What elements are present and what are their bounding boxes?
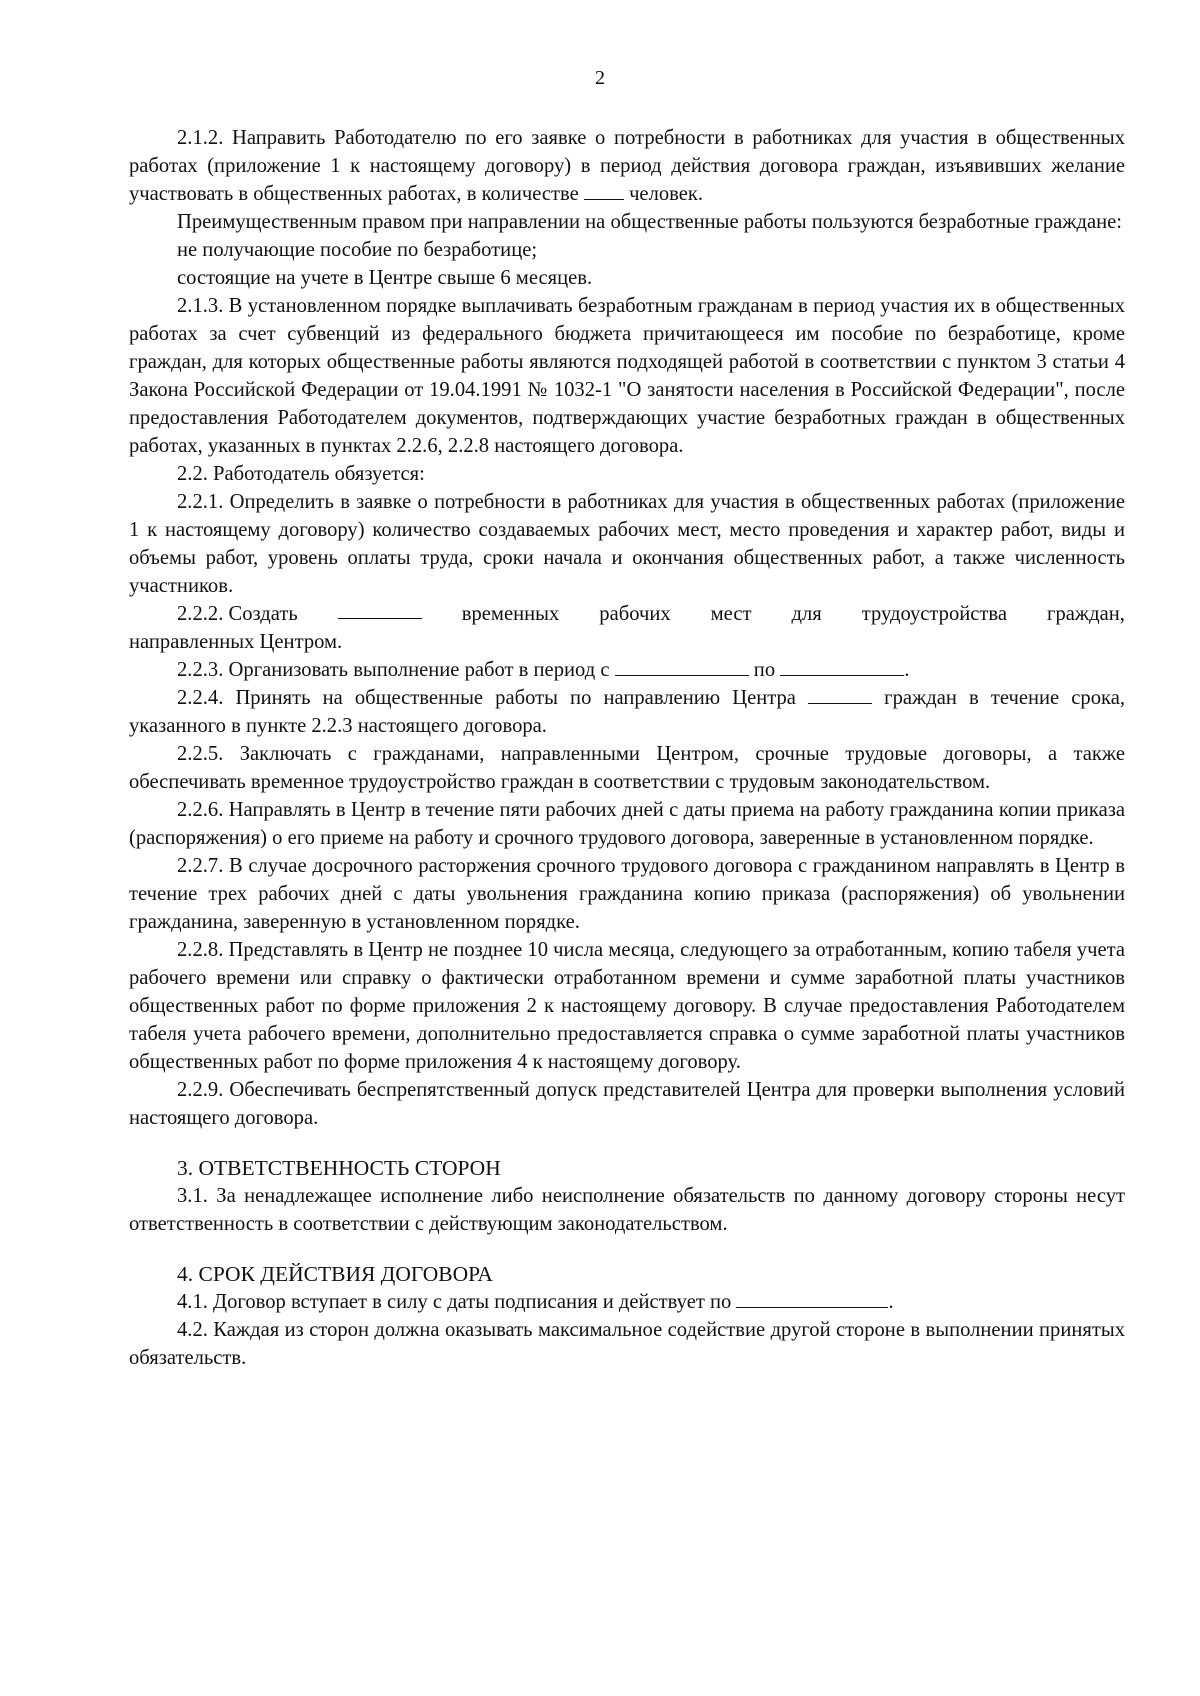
clause-2-2-3 — [129, 656, 1125, 684]
clause-2-2-9: 2.2.9. Обеспечивать беспрепятственный допуск представителей Центра для проверки выполнения условий настоящего договора. — [129, 1079, 1125, 1129]
clause-4-1-text: 4.1. Договор вступает в силу с даты подписания и действует по — [177, 1291, 732, 1313]
blank-count-field — [584, 181, 624, 200]
section-4-heading: 4. СРОК ДЕЙСТВИЯ ДОГОВОРА — [177, 1262, 493, 1286]
clause-2-2-6: 2.2.6. Направлять в Центр в течение пяти рабочих дней с даты приема на работу гражданина копии приказа (распоряжения) о его приеме на работу и срочного трудового договора, заверенные в установленном порядке. — [129, 799, 1125, 849]
preference-paragraph: Преимущественным правом при направлении на общественные работы пользуются безработные граждане: — [177, 211, 1122, 233]
clause-2-2-4-end: граждан в течение срока, указанного в пункте 2.2.3 настоящего договора. — [129, 687, 1125, 737]
blank-validity-date-field — [736, 1289, 888, 1308]
section-3-heading: 3. ОТВЕТСТВЕННОСТЬ СТОРОН — [177, 1156, 501, 1180]
clause-2-2-2-line — [129, 600, 1125, 628]
clause-4-1-period: . — [888, 1291, 894, 1313]
word-citizens: граждан, — [1047, 603, 1125, 625]
clause-2-2-4-text: 2.2.4. Принять на общественные работы по направлению Центра — [177, 687, 796, 709]
word-working: рабочих — [599, 603, 671, 625]
clause-2-2-3-to: по — [753, 659, 776, 681]
clause-4-2: 4.2. Каждая из сторон должна оказывать максимальное содействие другой стороне в выполнении принятых обязательств. — [129, 1319, 1125, 1369]
word-temporary: временных — [461, 603, 560, 625]
page-number: 2 — [595, 67, 605, 89]
clause-2-2-1: 2.2.1. Определить в заявке о потребности в работниках для участия в общественных работах (приложение 1 к настоящему договору) количество создаваемых рабочих мест, место проведения и характер работ, виды и объемы работ, уровень оплаты труда, сроки начала и окончания общественных работ, а также численность участников. — [129, 491, 1125, 597]
clause-2-1-2 — [129, 124, 1125, 208]
clause-4-1 — [129, 1288, 1125, 1316]
clause-2-2-2-continuation: направленных Центром. — [129, 631, 343, 653]
blank-end-date-field — [780, 657, 904, 676]
clause-2-2-3-text: 2.2.3. Организовать выполнение работ в период с — [177, 659, 610, 681]
clause-2-2-3-period: . — [904, 659, 910, 681]
preference-item-1: не получающие пособие по безработице; — [177, 239, 538, 261]
word-employment: трудоустройства — [861, 603, 1008, 625]
blank-start-date-field — [615, 657, 749, 676]
word-places: мест — [710, 603, 752, 625]
document-body — [129, 124, 1125, 1372]
clause-2-2-7: 2.2.7. В случае досрочного расторжения срочного трудового договора с гражданином направлять в Центр в течение трех рабочих дней с даты увольнения гражданина копию приказа (распоряжения) об увольнении гражданина, заверенную в установленном порядке. — [129, 855, 1125, 933]
clause-2-1-3: 2.1.3. В установленном порядке выплачивать безработным гражданам в период участия их в общественных работах за счет субвенций из федерального бюджета причитающееся им пособие по безработице, кроме граждан, для которых общественные работы являются подходящей работой в соответствии с пунктом 3 статьи 4 Закона Российской Федерации от 19.04.1991 № 1032-1 "О занятости населения в Российской Федерации", после предоставления Работодателем документов, подтверждающих участие безработных граждан в общественных работах, указанных в пунктах 2.2.6, 2.2.8 настоящего договора. — [129, 295, 1125, 457]
clause-2-1-2-text: 2.1.2. Направить Работодателю по его заявке о потребности в работниках для участия в общественных работах (приложение 1 к настоящему договору) в период действия договора граждан, изъявивших желание участвовать в общественных работах, в количестве — [129, 127, 1125, 205]
clause-2-2-8: 2.2.8. Представлять в Центр не позднее 10 числа месяца, следующего за отработанным, копию табеля учета рабочего времени или справку о фактически отработанном времени и сумме заработной платы участников общественных работ по форме приложения 2 к настоящему договору. В случае предоставления Работодателем табеля учета рабочего времени, дополнительно предоставляется справка о сумме заработной платы участников общественных работ по форме приложения 4 к настоящему договору. — [129, 939, 1125, 1073]
clause-3-1: 3.1. За ненадлежащее исполнение либо неисполнение обязательств по данному договору стороны несут ответственность в соответствии с действующим законодательством. — [129, 1185, 1125, 1235]
word-for: для — [791, 603, 822, 625]
clause-2-2-2-text: 2.2.2. Создать — [177, 603, 298, 625]
clause-2-2-4 — [129, 684, 1125, 740]
preference-item-2: состоящие на учете в Центре свыше 6 месяцев. — [177, 267, 593, 289]
clause-2-2-5: 2.2.5. Заключать с гражданами, направленными Центром, срочные трудовые договоры, а также обеспечивать временное трудоустройство граждан в соответствии с трудовым законодательством. — [129, 743, 1125, 793]
blank-citizens-count-field — [808, 685, 872, 704]
blank-workplaces-field — [338, 600, 422, 619]
clause-2-1-2-end: человек. — [629, 183, 704, 205]
clause-2-2: 2.2. Работодатель обязуется: — [177, 463, 425, 485]
